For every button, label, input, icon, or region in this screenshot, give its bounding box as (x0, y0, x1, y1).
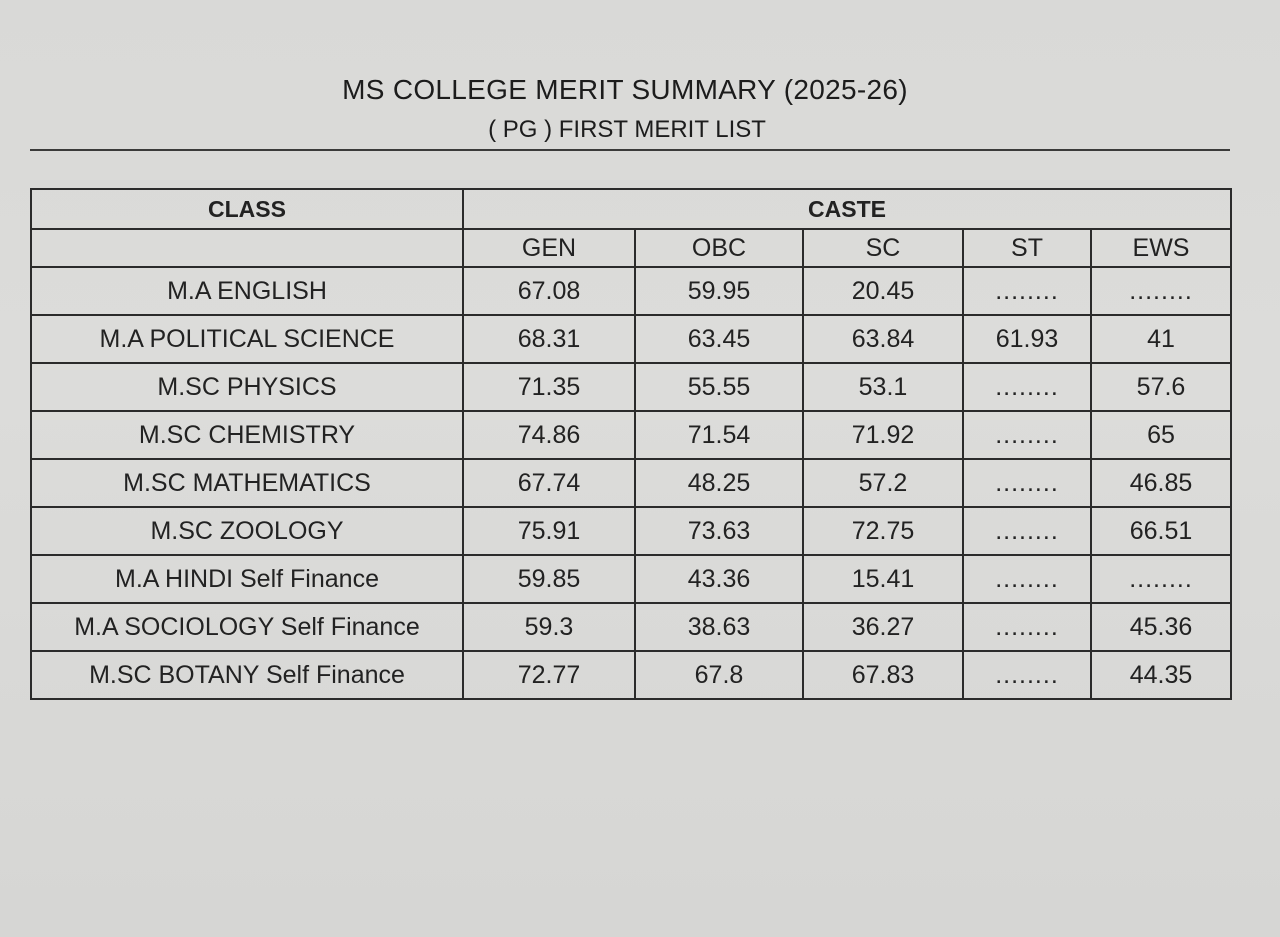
table-row (31, 555, 1231, 603)
obc-cell: 73.63 (635, 507, 803, 555)
sc-cell: 63.84 (803, 315, 963, 363)
column-header-gen: GEN (463, 229, 635, 267)
table-row (31, 603, 1231, 651)
table-row (31, 651, 1231, 699)
table-row (31, 267, 1231, 315)
document-subtitle: ( PG ) FIRST MERIT LIST (488, 116, 766, 143)
class-cell: M.A ENGLISH (31, 267, 463, 315)
gen-cell: 59.85 (463, 555, 635, 603)
column-header-ews: EWS (1091, 229, 1231, 267)
st-cell: ........ (963, 507, 1091, 555)
merit-table (30, 188, 1232, 700)
class-cell: M.SC CHEMISTRY (31, 411, 463, 459)
sc-cell: 57.2 (803, 459, 963, 507)
table-row (31, 363, 1231, 411)
gen-cell: 74.86 (463, 411, 635, 459)
class-cell: M.A HINDI Self Finance (31, 555, 463, 603)
column-header-st: ST (963, 229, 1091, 267)
sc-cell: 67.83 (803, 651, 963, 699)
obc-cell: 59.95 (635, 267, 803, 315)
subheader-blank (31, 229, 463, 267)
st-cell: 61.93 (963, 315, 1091, 363)
column-header-obc: OBC (635, 229, 803, 267)
st-cell: ........ (963, 267, 1091, 315)
class-cell: M.A SOCIOLOGY Self Finance (31, 603, 463, 651)
ews-cell: 66.51 (1091, 507, 1231, 555)
class-cell: M.SC BOTANY Self Finance (31, 651, 463, 699)
st-cell: ........ (963, 411, 1091, 459)
table-row (31, 411, 1231, 459)
gen-cell: 67.08 (463, 267, 635, 315)
column-header-sc: SC (803, 229, 963, 267)
gen-cell: 67.74 (463, 459, 635, 507)
gen-cell: 71.35 (463, 363, 635, 411)
obc-cell: 67.8 (635, 651, 803, 699)
obc-cell: 48.25 (635, 459, 803, 507)
ews-cell: ........ (1091, 267, 1231, 315)
ews-cell: 46.85 (1091, 459, 1231, 507)
document-title: MS COLLEGE MERIT SUMMARY (2025-26) (342, 74, 908, 105)
obc-cell: 55.55 (635, 363, 803, 411)
gen-cell: 72.77 (463, 651, 635, 699)
ews-cell: 57.6 (1091, 363, 1231, 411)
table-row (31, 459, 1231, 507)
gen-cell: 68.31 (463, 315, 635, 363)
ews-cell: 41 (1091, 315, 1231, 363)
obc-cell: 71.54 (635, 411, 803, 459)
gen-cell: 75.91 (463, 507, 635, 555)
table-row (31, 507, 1231, 555)
st-cell: ........ (963, 459, 1091, 507)
class-cell: M.SC MATHEMATICS (31, 459, 463, 507)
table-header-row (31, 189, 1231, 229)
sc-cell: 71.92 (803, 411, 963, 459)
table-row (31, 315, 1231, 363)
gen-cell: 59.3 (463, 603, 635, 651)
title-divider (30, 149, 1230, 151)
table-subheader-row (31, 229, 1231, 267)
sc-cell: 36.27 (803, 603, 963, 651)
header-class: CLASS (31, 189, 463, 229)
st-cell: ........ (963, 363, 1091, 411)
sc-cell: 20.45 (803, 267, 963, 315)
st-cell: ........ (963, 651, 1091, 699)
ews-cell: 65 (1091, 411, 1231, 459)
obc-cell: 38.63 (635, 603, 803, 651)
header-caste: CASTE (463, 189, 1231, 229)
ews-cell: 45.36 (1091, 603, 1231, 651)
ews-cell: ........ (1091, 555, 1231, 603)
st-cell: ........ (963, 603, 1091, 651)
sc-cell: 53.1 (803, 363, 963, 411)
class-cell: M.SC ZOOLOGY (31, 507, 463, 555)
class-cell: M.A POLITICAL SCIENCE (31, 315, 463, 363)
obc-cell: 63.45 (635, 315, 803, 363)
sc-cell: 15.41 (803, 555, 963, 603)
st-cell: ........ (963, 555, 1091, 603)
sc-cell: 72.75 (803, 507, 963, 555)
obc-cell: 43.36 (635, 555, 803, 603)
ews-cell: 44.35 (1091, 651, 1231, 699)
class-cell: M.SC PHYSICS (31, 363, 463, 411)
